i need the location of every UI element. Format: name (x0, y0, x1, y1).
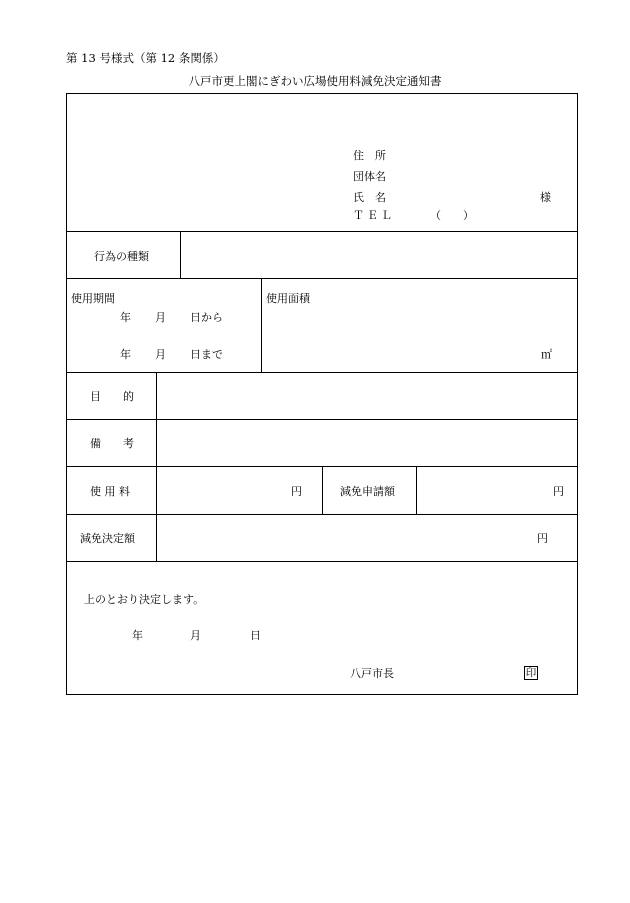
usage-area-label: 使用面積 (266, 292, 310, 305)
exemption-decision-yen: 円 (537, 532, 548, 545)
row-divider (66, 419, 578, 420)
honorific: 様 (540, 191, 551, 204)
form-number: 第 13 号様式（第 12 条関係） (66, 51, 225, 65)
column-divider (322, 466, 323, 514)
act-type-label: 行為の種類 (94, 250, 149, 263)
name-label: 氏 名 (353, 191, 386, 204)
document-title: 八戸市更上閣にぎわい広場使用料減免決定通知書 (188, 74, 442, 88)
area-unit: ㎡ (541, 348, 552, 361)
notice-day: 日 (250, 629, 261, 642)
period-from-day: 日から (190, 311, 223, 324)
exemption-decision-label: 減免決定額 (80, 532, 135, 545)
period-to-month: 月 (155, 348, 166, 361)
row-divider (66, 372, 578, 373)
tel-area-code-parens: （ ） (430, 209, 474, 222)
column-divider (416, 466, 417, 514)
remarks-label: 備 考 (90, 437, 134, 450)
row-divider (66, 278, 578, 279)
exemption-request-label: 減免申請額 (340, 485, 395, 498)
exemption-request-yen: 円 (553, 485, 564, 498)
period-to-day: 日まで (190, 348, 223, 361)
usage-fee-label: 使 用 料 (90, 485, 130, 498)
address-label: 住 所 (353, 149, 386, 162)
period-from-month: 月 (155, 311, 166, 324)
row-divider (66, 514, 578, 515)
period-from-year: 年 (120, 311, 131, 324)
column-divider (261, 278, 262, 372)
notice-year: 年 (132, 629, 143, 642)
decision-statement: 上のとおり決定します。 (84, 593, 205, 606)
period-to-year: 年 (120, 348, 131, 361)
group-name-label: 団体名 (353, 170, 386, 183)
usage-fee-yen: 円 (291, 485, 302, 498)
notice-month: 月 (190, 629, 201, 642)
column-divider (180, 231, 181, 278)
column-divider (156, 372, 157, 561)
row-divider (66, 561, 578, 562)
usage-period-label: 使用期間 (71, 292, 115, 305)
tel-label: ＴＥＬ (353, 209, 395, 222)
seal-stamp-box: 印 (525, 667, 537, 679)
purpose-label: 目 的 (90, 390, 134, 403)
row-divider (66, 231, 578, 232)
issuer-mayor: 八戸市長 (350, 667, 394, 680)
